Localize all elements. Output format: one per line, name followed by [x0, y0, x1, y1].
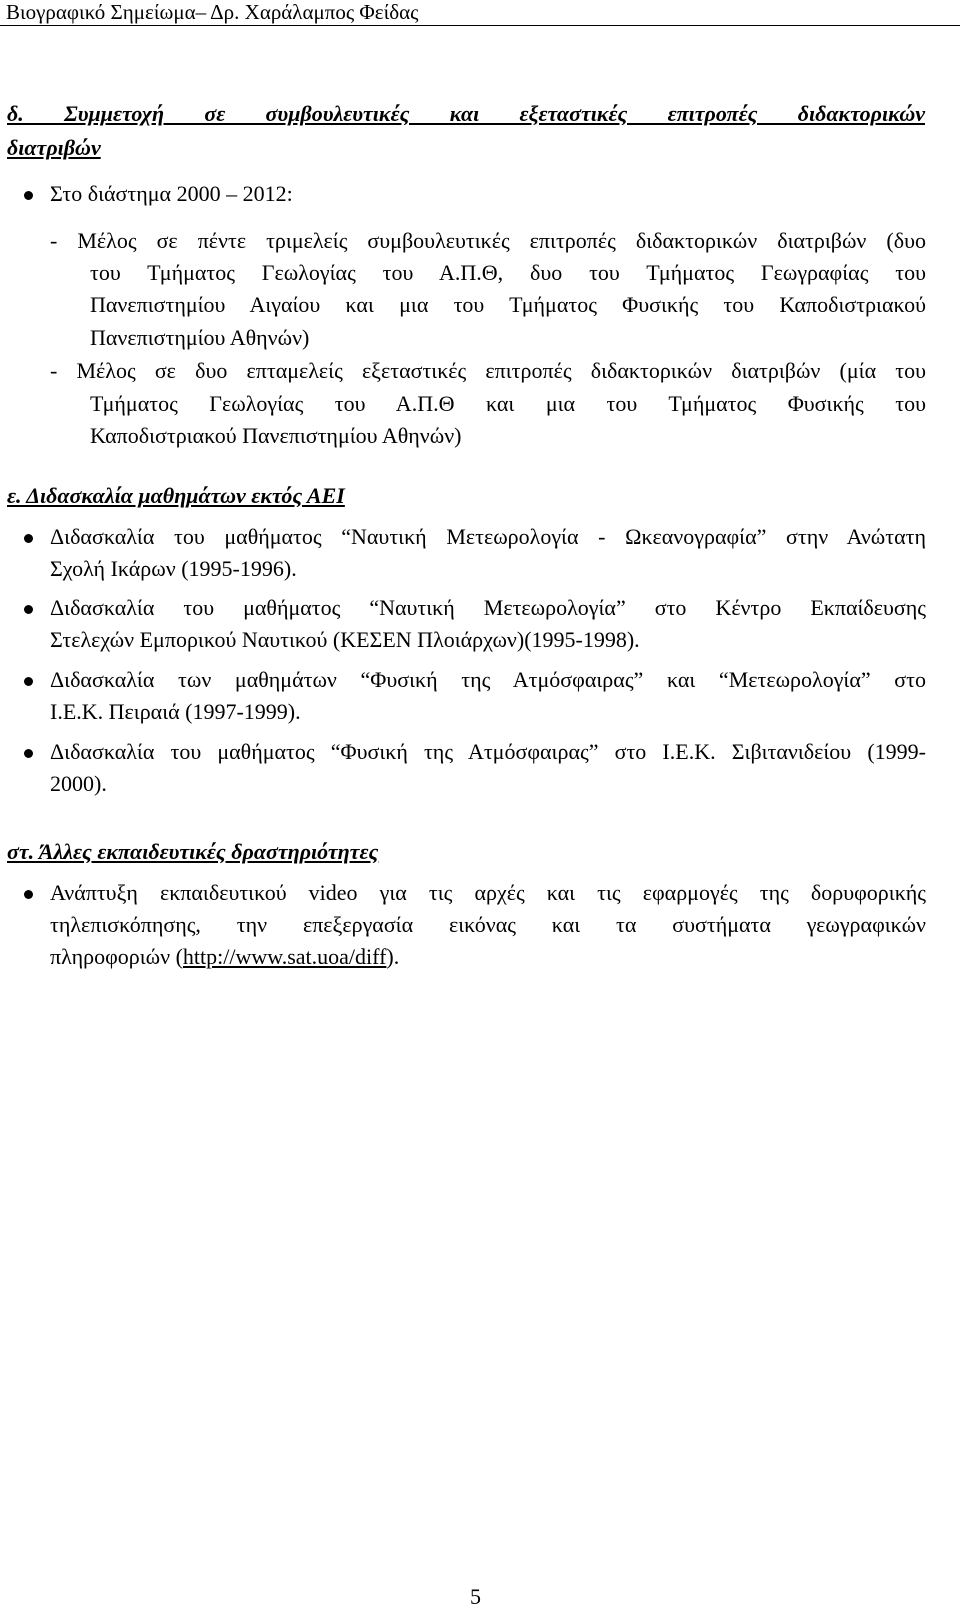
page-header	[0, 0, 960, 30]
header-rule	[0, 25, 960, 26]
section-e-b3-line2: Ι.Ε.Κ. Πειραιά (1997-1999).	[50, 699, 301, 724]
section-d-item2-line1: - Μέλος σε δυο επταμελείς εξεταστικές επιτροπές διδακτορικών διατριβών (μία του	[50, 358, 926, 383]
section-d-heading-line2: διατριβών	[7, 135, 101, 160]
bullet-icon	[24, 605, 33, 614]
section-e-b1-line1: Διδασκαλία του μαθήματος “Ναυτική Μετεωρολογία - Ωκεανογραφία” στην Ανώτατη	[50, 524, 926, 549]
section-st-b1-line2: τηλεπισκόπησης, την επεξεργασία εικόνας και τα συστήματα γεωγραφικών	[50, 912, 926, 937]
section-d-item2-line2: Τμήματος Γεωλογίας του Α.Π.Θ και μια του Τμήματος Φυσικής του	[90, 391, 926, 416]
section-st-b1-line3-prefix: πληροφοριών (	[50, 944, 183, 969]
header-title: Βιογραφικό Σημείωμα– Δρ. Χαράλαμπος Φείδας	[6, 0, 419, 24]
section-d-item1-line1: - Μέλος σε πέντε τριμελείς συμβουλευτικές επιτροπές διδακτορικών διατριβών (δυο	[50, 228, 926, 253]
section-e-b4-line1: Διδασκαλία του μαθήματος “Φυσική της Ατμόσφαιρας” στο Ι.Ε.Κ. Σιβιτανιδείου (1999-	[50, 739, 926, 764]
bullet-icon	[24, 534, 33, 543]
section-e-b2-line2: Στελεχών Εμπορικού Ναυτικού (ΚΕΣΕΝ Πλοιάρχων)(1995-1998).	[50, 627, 640, 652]
section-st-heading: στ. Άλλες εκπαιδευτικές δραστηριότητες	[7, 839, 379, 864]
section-e-b2-line1: Διδασκαλία του μαθήματος “Ναυτική Μετεωρολογία” στο Κέντρο Εκπαίδευσης	[50, 595, 926, 620]
section-d-item1-line3: Πανεπιστημίου Αιγαίου και μια του Τμήματος Φυσικής του Καποδιστριακού	[90, 292, 926, 317]
section-e-b3-line1: Διδασκαλία των μαθημάτων “Φυσική της Ατμόσφαιρας” και “Μετεωρολογία” στο	[50, 667, 926, 692]
bullet-icon	[24, 890, 33, 899]
section-e-b1-line2: Σχολή Ικάρων (1995-1996).	[50, 556, 297, 581]
diff-link[interactable]: http://www.sat.uoa/diff	[182, 944, 387, 969]
page-number: 5	[470, 1584, 481, 1609]
section-e-b4-line2: 2000).	[50, 771, 107, 796]
section-e-heading: ε. Διδασκαλία μαθημάτων εκτός ΑΕΙ	[7, 483, 345, 508]
section-st-b1-line3	[50, 942, 399, 972]
section-d-item1-line4: Πανεπιστημίου Αθηνών)	[90, 325, 310, 350]
bullet-icon	[24, 191, 33, 200]
section-st-b1-line1: Ανάπτυξη εκπαιδευτικού video για τις αρχές και τις εφαρμογές της δορυφορικής	[50, 880, 926, 905]
section-st-b1-line3-suffix: ).	[386, 944, 400, 969]
bullet-icon	[24, 677, 33, 686]
section-d-bullet1: Στο διάστημα 2000 – 2012:	[50, 181, 293, 206]
section-d-item2-line3: Καποδιστριακού Πανεπιστημίου Αθηνών)	[90, 423, 462, 448]
section-d-heading-line1: δ. Συμμετοχή σε συμβουλευτικές και εξεταστικές επιτροπές διδακτορικών	[7, 101, 925, 126]
section-d-item1-line2: του Τμήματος Γεωλογίας του Α.Π.Θ, δυο του Τμήματος Γεωγραφίας του	[90, 260, 926, 285]
bullet-icon	[24, 749, 33, 758]
